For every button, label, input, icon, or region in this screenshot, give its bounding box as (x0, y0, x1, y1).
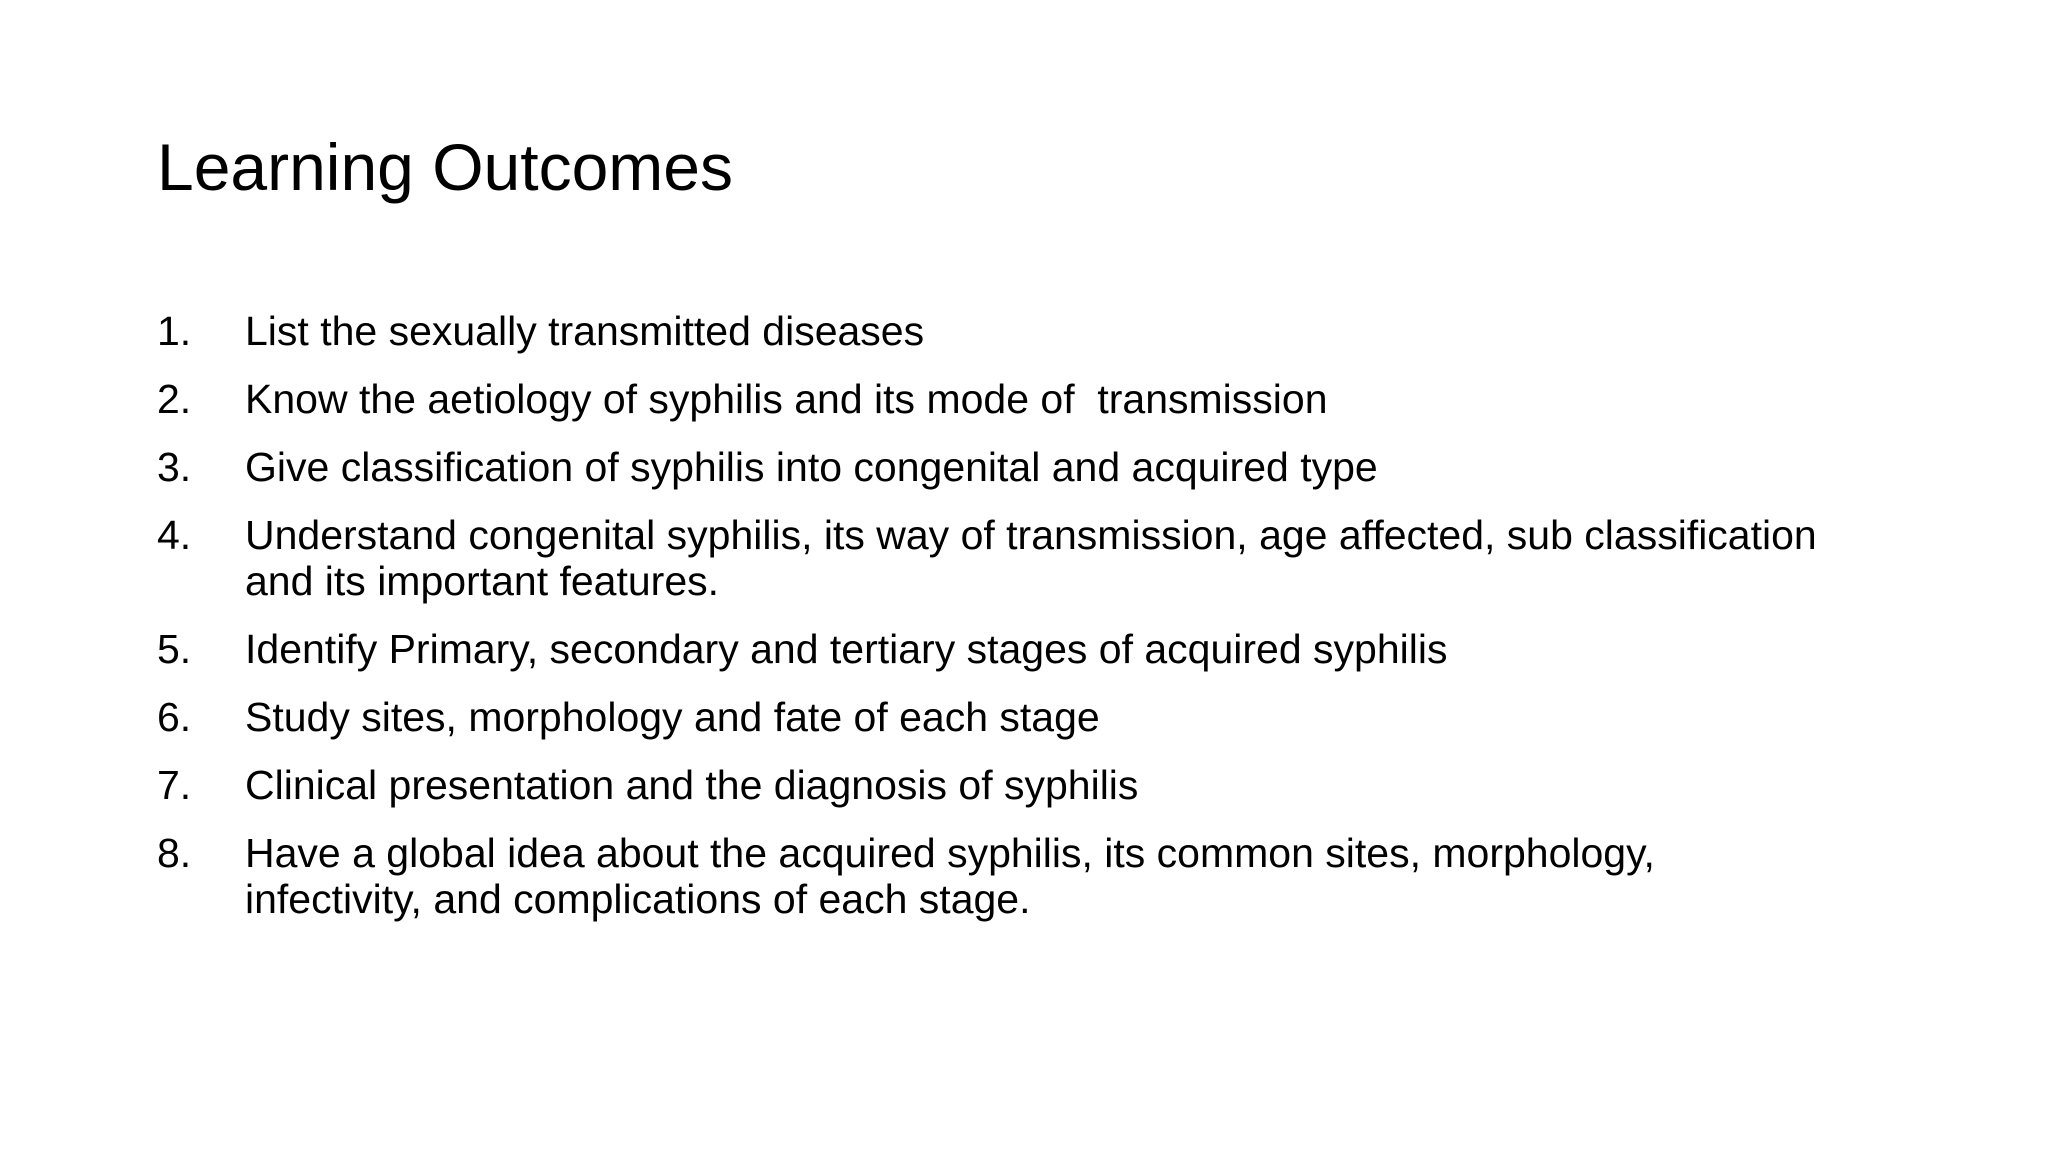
list-item (157, 626, 1957, 672)
list-item-text: Know the aetiology of syphilis and its mode of transmission (245, 376, 1328, 422)
list-item (157, 444, 1957, 490)
learning-outcomes-list (157, 308, 1957, 944)
list-item-text: Clinical presentation and the diagnosis of syphilis (245, 762, 1139, 808)
list-item-number: 8. (157, 830, 192, 876)
list-item-text: Give classification of syphilis into congenital and acquired type (245, 444, 1378, 490)
list-item (157, 308, 1957, 354)
list-item-number: 6. (157, 694, 192, 740)
list-item-number: 7. (157, 762, 192, 808)
list-item-number: 5. (157, 626, 192, 672)
list-item-number: 4. (157, 512, 192, 558)
list-item (157, 762, 1957, 808)
list-item (157, 376, 1957, 422)
list-item-text: List the sexually transmitted diseases (245, 308, 925, 354)
list-item-number: 1. (157, 308, 192, 354)
list-item-text: Understand congenital syphilis, its way of transmission, age affected, sub classification and its important features. (245, 512, 1817, 604)
list-item (157, 830, 1957, 922)
list-item (157, 694, 1957, 740)
list-item-number: 3. (157, 444, 192, 490)
list-item-number: 2. (157, 376, 192, 422)
list-item-text: Identify Primary, secondary and tertiary stages of acquired syphilis (245, 626, 1448, 672)
list-item-text: Have a global idea about the acquired syphilis, its common sites, morphology, infectivity, and complications of each stage. (245, 830, 1655, 922)
slide-title: Learning Outcomes (157, 130, 733, 204)
list-item-text: Study sites, morphology and fate of each stage (245, 694, 1100, 740)
list-item (157, 512, 1957, 604)
